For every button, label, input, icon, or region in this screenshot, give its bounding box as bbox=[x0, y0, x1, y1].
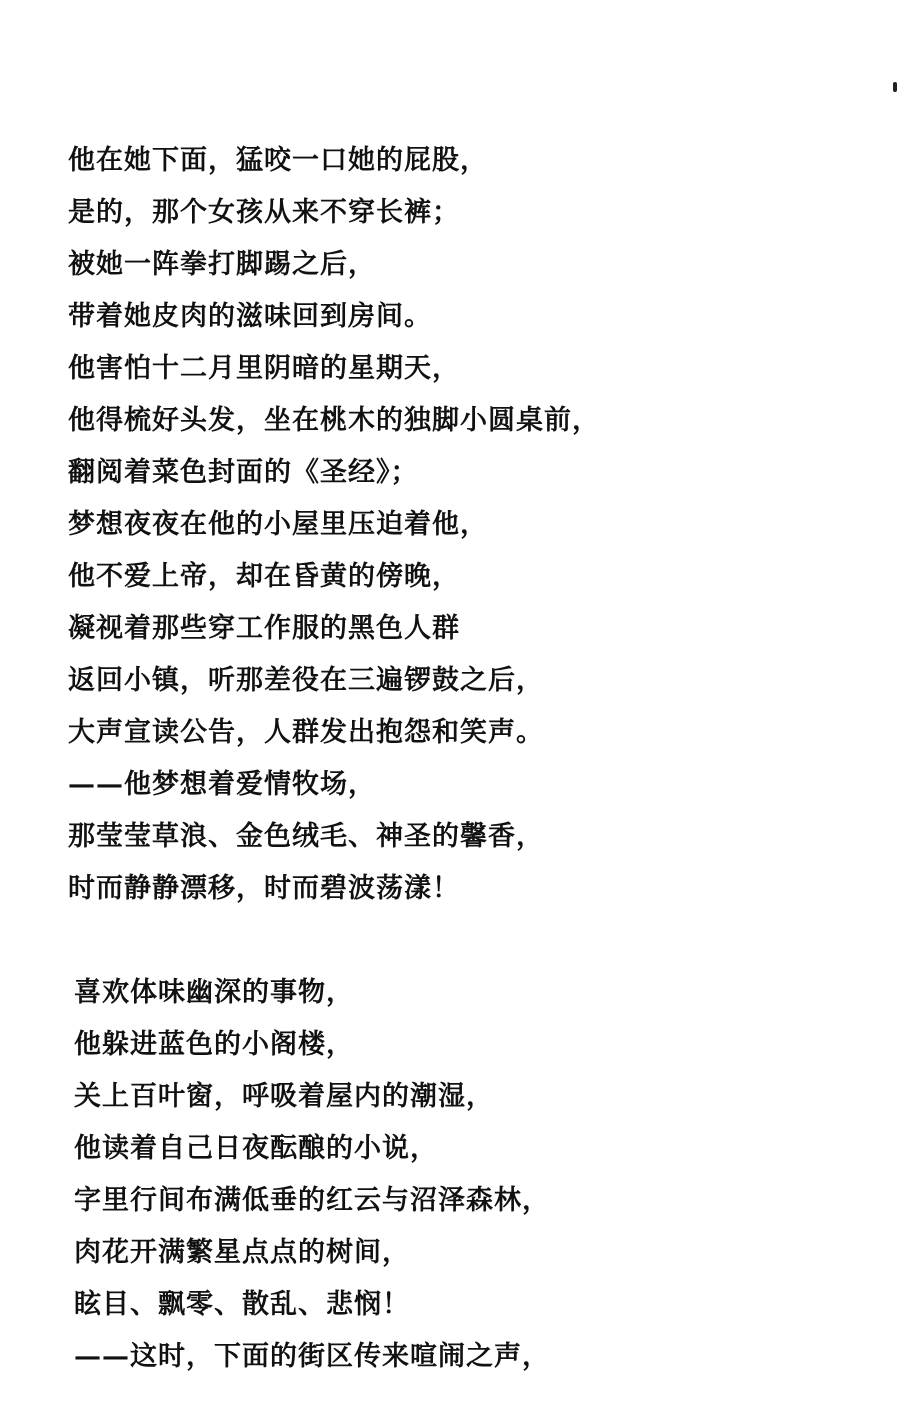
poem-line: 字里行间布满低垂的红云与沼泽森林， bbox=[74, 1185, 550, 1216]
poem-line: 喜欢体味幽深的事物， bbox=[74, 977, 354, 1008]
poem-line: 返回小镇，听那差役在三遍锣鼓之后， bbox=[68, 665, 544, 696]
poem-body bbox=[68, 135, 888, 1383]
poem-line: 带着她皮肉的滋味回到房间。 bbox=[68, 301, 432, 332]
stanza-1 bbox=[68, 135, 888, 915]
poem-line: 他得梳好头发，坐在桃木的独脚小圆桌前， bbox=[68, 405, 600, 436]
poem-line: 眩目、飘零、散乱、悲悯！ bbox=[74, 1289, 410, 1320]
poem-line: ——他梦想着爱情牧场， bbox=[68, 769, 376, 800]
poem-line: 他躲进蓝色的小阁楼， bbox=[74, 1029, 354, 1060]
poem-line: 关上百叶窗，呼吸着屋内的潮湿， bbox=[74, 1081, 494, 1112]
poem-line: 翻阅着菜色封面的《圣经》； bbox=[68, 457, 419, 488]
poem-line: ——这时，下面的街区传来喧闹之声， bbox=[74, 1341, 550, 1372]
poem-line: 他不爱上帝，却在昏黄的傍晚， bbox=[68, 561, 460, 592]
stanza-2 bbox=[68, 967, 888, 1383]
scan-mark bbox=[893, 82, 897, 92]
poem-line: 时而静静漂移，时而碧波荡漾！ bbox=[68, 873, 460, 904]
poem-line: 被她一阵拳打脚踢之后， bbox=[68, 249, 376, 280]
poem-line: 他在她下面，猛咬一口她的屁股， bbox=[68, 145, 488, 176]
poem-line: 是的，那个女孩从来不穿长裤； bbox=[68, 197, 460, 228]
poem-line: 梦想夜夜在他的小屋里压迫着他， bbox=[68, 509, 488, 540]
poem-line: 凝视着那些穿工作服的黑色人群 bbox=[68, 613, 460, 644]
poem-line: 那莹莹草浪、金色绒毛、神圣的馨香， bbox=[68, 821, 544, 852]
poem-line: 他害怕十二月里阴暗的星期天， bbox=[68, 353, 460, 384]
poem-line: 肉花开满繁星点点的树间， bbox=[74, 1237, 410, 1268]
poem-line: 大声宣读公告，人群发出抱怨和笑声。 bbox=[68, 717, 544, 748]
poem-line: 他读着自己日夜酝酿的小说， bbox=[74, 1133, 438, 1164]
